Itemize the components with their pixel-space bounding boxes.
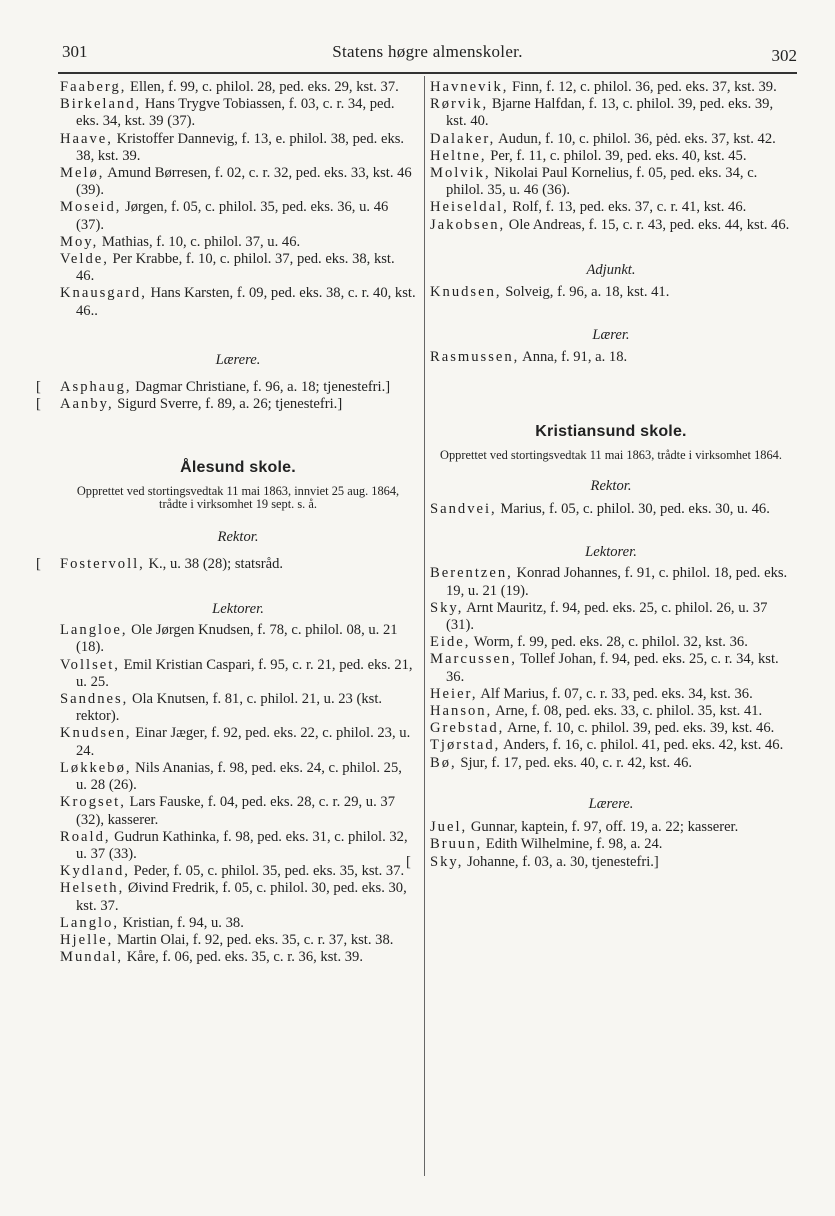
- entry-details: Tollef Johan, f. 94, ped. eks. 25, c. r. 34, kst. 36.: [446, 651, 779, 685]
- entry-details: Rolf, f. 13, ped. eks. 37, c. r. 41, kst. 46.: [508, 199, 747, 216]
- running-title: Statens høgre almenskoler.: [332, 42, 523, 61]
- entry-details: Dagmar Christiane, f. 96, a. 18; tjenestefri.]: [131, 379, 391, 396]
- entry-details: Øivind Fredrik, f. 05, c. philol. 30, ped. eks. 30, kst. 37.: [76, 880, 407, 914]
- entry-surname: Velde,: [60, 251, 109, 268]
- entry: [430, 634, 792, 651]
- entry: [430, 199, 792, 216]
- entry-details: Ellen, f. 99, c. philol. 28, ped. eks. 29, kst. 37.: [126, 79, 399, 95]
- entry-surname: Asphaug,: [60, 379, 132, 396]
- school-title-kristiansund: Kristiansund skole.: [535, 422, 687, 440]
- entry-details: Ole Andreas, f. 15, c. r. 43, ped. eks. 44, kst. 46.: [505, 216, 790, 233]
- entry-details: Gudrun Kathinka, f. 98, ped. eks. 31, c. philol. 32, u. 37 (33).: [76, 828, 408, 862]
- entry-details: Sigurd Sverre, f. 89, a. 26; tjenestefri.]: [113, 396, 343, 413]
- entry: [60, 949, 416, 966]
- entry-list-adjunkt: [430, 284, 792, 301]
- entry-surname: Mundal,: [60, 949, 124, 966]
- entry: [430, 165, 792, 199]
- entry: [60, 932, 416, 949]
- entry-list-laerer: [430, 349, 792, 366]
- section-heading-rektor: Rektor.: [217, 528, 259, 545]
- entry-surname: Melø,: [60, 165, 105, 182]
- entry-surname: Bruun,: [430, 836, 483, 853]
- entry-list-laerere: [430, 819, 792, 871]
- entry-surname: Roald,: [60, 828, 111, 845]
- entry-surname: Fostervoll,: [60, 555, 145, 572]
- entry-details: Einar Jæger, f. 92, ped. eks. 22, c. philol. 23, u. 24.: [76, 725, 411, 759]
- entry: [60, 691, 416, 725]
- entry-surname: Rørvik,: [430, 96, 489, 113]
- entry-surname: Jakobsen,: [430, 216, 506, 233]
- entry-details: Per Krabbe, f. 10, c. philol. 37, ped. eks. 38, kst. 46.: [76, 251, 395, 285]
- entry: [430, 131, 792, 148]
- entry-surname: Helseth,: [60, 880, 125, 897]
- entry-details: Kåre, f. 06, ped. eks. 35, c. r. 36, kst. 39.: [123, 949, 364, 966]
- right-column: [430, 79, 792, 871]
- entry-surname: Knudsen,: [430, 284, 502, 301]
- section-heading-laerere: Lærere.: [215, 351, 261, 368]
- entry: [60, 234, 416, 251]
- section-heading-laerer: Lærer.: [592, 327, 630, 344]
- entry-surname: Heltne,: [430, 147, 487, 164]
- entry-details: Hans Karsten, f. 09, ped. eks. 38, c. r. 40, kst. 46..: [76, 285, 416, 319]
- entry-surname: Hjelle,: [60, 931, 114, 948]
- entry: [430, 720, 792, 737]
- entry: [430, 284, 792, 301]
- entry-list-lektorer: [60, 622, 416, 966]
- section-heading-rektor: Rektor.: [590, 477, 632, 494]
- school-founding-note: Opprettet ved stortingsvedtak 11 mai 1863, trådte i virksomhet 1864.: [440, 447, 782, 462]
- entry-details: Finn, f. 12, c. philol. 36, ped. eks. 37, kst. 39.: [508, 79, 777, 95]
- page-number-left: 301: [62, 42, 88, 61]
- entry: [430, 737, 792, 754]
- school-title-alesund: Ålesund skole.: [180, 459, 296, 477]
- entry-surname: Eide,: [430, 634, 471, 651]
- entry-surname: Juel,: [430, 819, 468, 836]
- entry: [430, 836, 792, 853]
- entry-surname: Knausgard,: [60, 285, 147, 302]
- entry-surname: Havnevik,: [430, 79, 509, 95]
- entry-surname: Sky,: [430, 599, 464, 616]
- entry-surname: Kydland,: [60, 863, 130, 880]
- entry-surname: Heier,: [430, 685, 478, 702]
- entry: [60, 379, 416, 396]
- entry: [60, 880, 416, 914]
- entry-surname: Dalaker,: [430, 130, 496, 147]
- entry-details: K., u. 38 (28); statsråd.: [144, 555, 284, 572]
- entry: [430, 501, 792, 518]
- entry-details: Arne, f. 10, c. philol. 39, ped. eks. 39, kst. 46.: [504, 720, 775, 737]
- entry: [430, 600, 792, 634]
- entry-details: Mathias, f. 10, c. philol. 37, u. 46.: [98, 233, 301, 250]
- entry-surname: Haave,: [60, 130, 113, 147]
- entry-list-top: [430, 79, 792, 234]
- entry: [430, 854, 792, 871]
- entry-details: Lars Fauske, f. 04, ped. eks. 28, c. r. 29, u. 37 (32), kasserer.: [76, 794, 395, 828]
- entry-details: Per, f. 11, c. philol. 39, ped. eks. 40, kst. 45.: [486, 147, 747, 164]
- entry-surname: Aanby,: [60, 396, 114, 413]
- entry-surname: Knudsen,: [60, 725, 132, 742]
- entry-details: Jørgen, f. 05, c. philol. 35, ped. eks. 36, u. 46 (37).: [76, 199, 389, 233]
- entry: [60, 760, 416, 794]
- section-heading-lektorer: Lektorer.: [585, 544, 637, 561]
- entry-surname: Marcussen,: [430, 651, 517, 668]
- entry: [60, 79, 416, 96]
- entry-surname: Sandnes,: [60, 691, 129, 708]
- entry-surname: Moy,: [60, 233, 99, 250]
- entry-surname: Berentzen,: [430, 565, 513, 582]
- entry-details: Emil Kristian Caspari, f. 95, c. r. 21, ped. eks. 21, u. 25.: [76, 656, 413, 690]
- section-heading-laerere: Lærere.: [588, 795, 634, 812]
- entry-details: Kristian, f. 94, u. 38.: [119, 914, 244, 931]
- entry-list-lektorer: [430, 565, 792, 771]
- entry-details: Worm, f. 99, ped. eks. 28, c. philol. 32, kst. 36.: [470, 634, 748, 651]
- entry-details: Audun, f. 10, c. philol. 36, pėd. eks. 37, kst. 42.: [495, 130, 776, 147]
- entry-surname: Sky,: [430, 853, 464, 870]
- left-column: [60, 79, 416, 966]
- entry: [430, 217, 792, 234]
- entry: [60, 657, 416, 691]
- entry: [430, 651, 792, 685]
- entry-surname: Løkkebø,: [60, 759, 132, 776]
- entry: [60, 285, 416, 319]
- entry-details: Peder, f. 05, c. philol. 35, ped. eks. 35, kst. 37.: [129, 863, 405, 880]
- entry-details: Solveig, f. 96, a. 18, kst. 41.: [501, 284, 670, 301]
- entry: [60, 829, 416, 863]
- entry: [60, 199, 416, 233]
- entry-details: Gunnar, kaptein, f. 97, off. 19, a. 22; kasserer.: [467, 819, 739, 836]
- entry-surname: Grebstad,: [430, 720, 505, 737]
- entry-surname: Birkeland,: [60, 96, 142, 113]
- entry: [430, 819, 792, 836]
- section-heading-lektorer: Lektorer.: [212, 601, 264, 618]
- entry: [60, 251, 416, 285]
- entry-details: Konrad Johannes, f. 91, c. philol. 18, ped. eks. 19, u. 21 (19).: [446, 565, 788, 599]
- entry: [60, 863, 416, 880]
- entry: [60, 556, 416, 573]
- entry-surname: Sandvei,: [430, 501, 497, 518]
- page-header: [58, 42, 797, 74]
- entry-surname: Faaberg,: [60, 79, 127, 95]
- entry: [60, 725, 416, 759]
- entry-list-rektor: [60, 556, 416, 573]
- entry-details: Kristoffer Dannevig, f. 13, e. philol. 38, ped. eks. 38, kst. 39.: [76, 130, 405, 164]
- entry-surname: Rasmussen,: [430, 349, 520, 366]
- entry-details: Anders, f. 16, c. philol. 41, ped. eks. 42, kst. 46.: [500, 737, 784, 754]
- page-number-right: 302: [771, 46, 797, 65]
- entry-details: Sjur, f. 17, ped. eks. 40, c. r. 42, kst. 46.: [456, 754, 693, 771]
- entry-details: Johanne, f. 03, a. 30, tjenestefri.]: [463, 853, 659, 870]
- entry-details: Nikolai Paul Kornelius, f. 05, ped. eks. 34, c. philol. 35, u. 46 (36).: [446, 165, 758, 199]
- entry-surname: Langloe,: [60, 622, 128, 639]
- entry-details: Alf Marius, f. 07, c. r. 33, ped. eks. 34, kst. 36.: [477, 685, 753, 702]
- entry: [430, 96, 792, 130]
- entry: [430, 703, 792, 720]
- entry-surname: Hanson,: [430, 703, 493, 720]
- school-founding-note: Opprettet ved stortingsvedtak 11 mai 1863, innviet 25 aug. 1864, trådte i virksomhet 19 sept. s. å.: [76, 483, 400, 511]
- entry: [60, 131, 416, 165]
- entry-details: Marius, f. 05, c. philol. 30, ped. eks. 30, u. 46.: [496, 501, 770, 518]
- entry: [430, 349, 792, 366]
- entry: [60, 165, 416, 199]
- entry-details: Amund Børresen, f. 02, c. r. 32, ped. eks. 33, kst. 46 (39).: [76, 165, 412, 199]
- entry: [430, 79, 792, 96]
- entry: [60, 915, 416, 932]
- entry-surname: Tjørstad,: [430, 737, 501, 754]
- entry: [60, 396, 416, 413]
- entry-details: Hans Trygve Tobiassen, f. 03, c. r. 34, ped. eks. 34, kst. 39 (37).: [76, 96, 395, 130]
- entry-surname: Moseid,: [60, 199, 122, 216]
- entry-list-rektor: [430, 501, 792, 518]
- entry-details: Edith Wilhelmine, f. 98, a. 24.: [482, 836, 663, 853]
- entry: [430, 148, 792, 165]
- entry-surname: Molvik,: [430, 165, 491, 182]
- entry-details: Bjarne Halfdan, f. 13, c. philol. 39, ped. eks. 39, kst. 40.: [446, 96, 774, 130]
- entry-details: Arne, f. 08, ped. eks. 33, c. philol. 35, kst. 41.: [492, 703, 763, 720]
- entry-surname: Heiseldal,: [430, 199, 509, 216]
- entry-details: Nils Ananias, f. 98, ped. eks. 24, c. philol. 25, u. 28 (26).: [76, 759, 402, 794]
- entry-details: Ole Jørgen Knudsen, f. 78, c. philol. 08, u. 21 (18).: [76, 622, 398, 656]
- entry: [60, 622, 416, 656]
- entry-surname: Bø,: [430, 754, 457, 771]
- entry: [60, 96, 416, 130]
- entry-surname: Krogset,: [60, 794, 126, 811]
- entry: [430, 755, 792, 772]
- entry-list-laerere: [60, 379, 416, 413]
- entry-details: Martin Olai, f. 92, ped. eks. 35, c. r. 37, kst. 38.: [113, 931, 394, 948]
- entry-surname: Vollset,: [60, 656, 120, 673]
- entry-list-top: [60, 79, 416, 320]
- entry-details: Anna, f. 91, a. 18.: [519, 349, 628, 366]
- column-divider: [424, 76, 425, 1176]
- section-heading-adjunkt: Adjunkt.: [586, 261, 636, 278]
- entry: [430, 686, 792, 703]
- entry-details: Arnt Mauritz, f. 94, ped. eks. 25, c. philol. 26, u. 37 (31).: [446, 599, 768, 634]
- entry-surname: Langlo,: [60, 914, 119, 931]
- entry: [430, 565, 792, 599]
- entry: [60, 794, 416, 828]
- entry-details: Ola Knutsen, f. 81, c. philol. 21, u. 23 (kst. rektor).: [76, 691, 383, 725]
